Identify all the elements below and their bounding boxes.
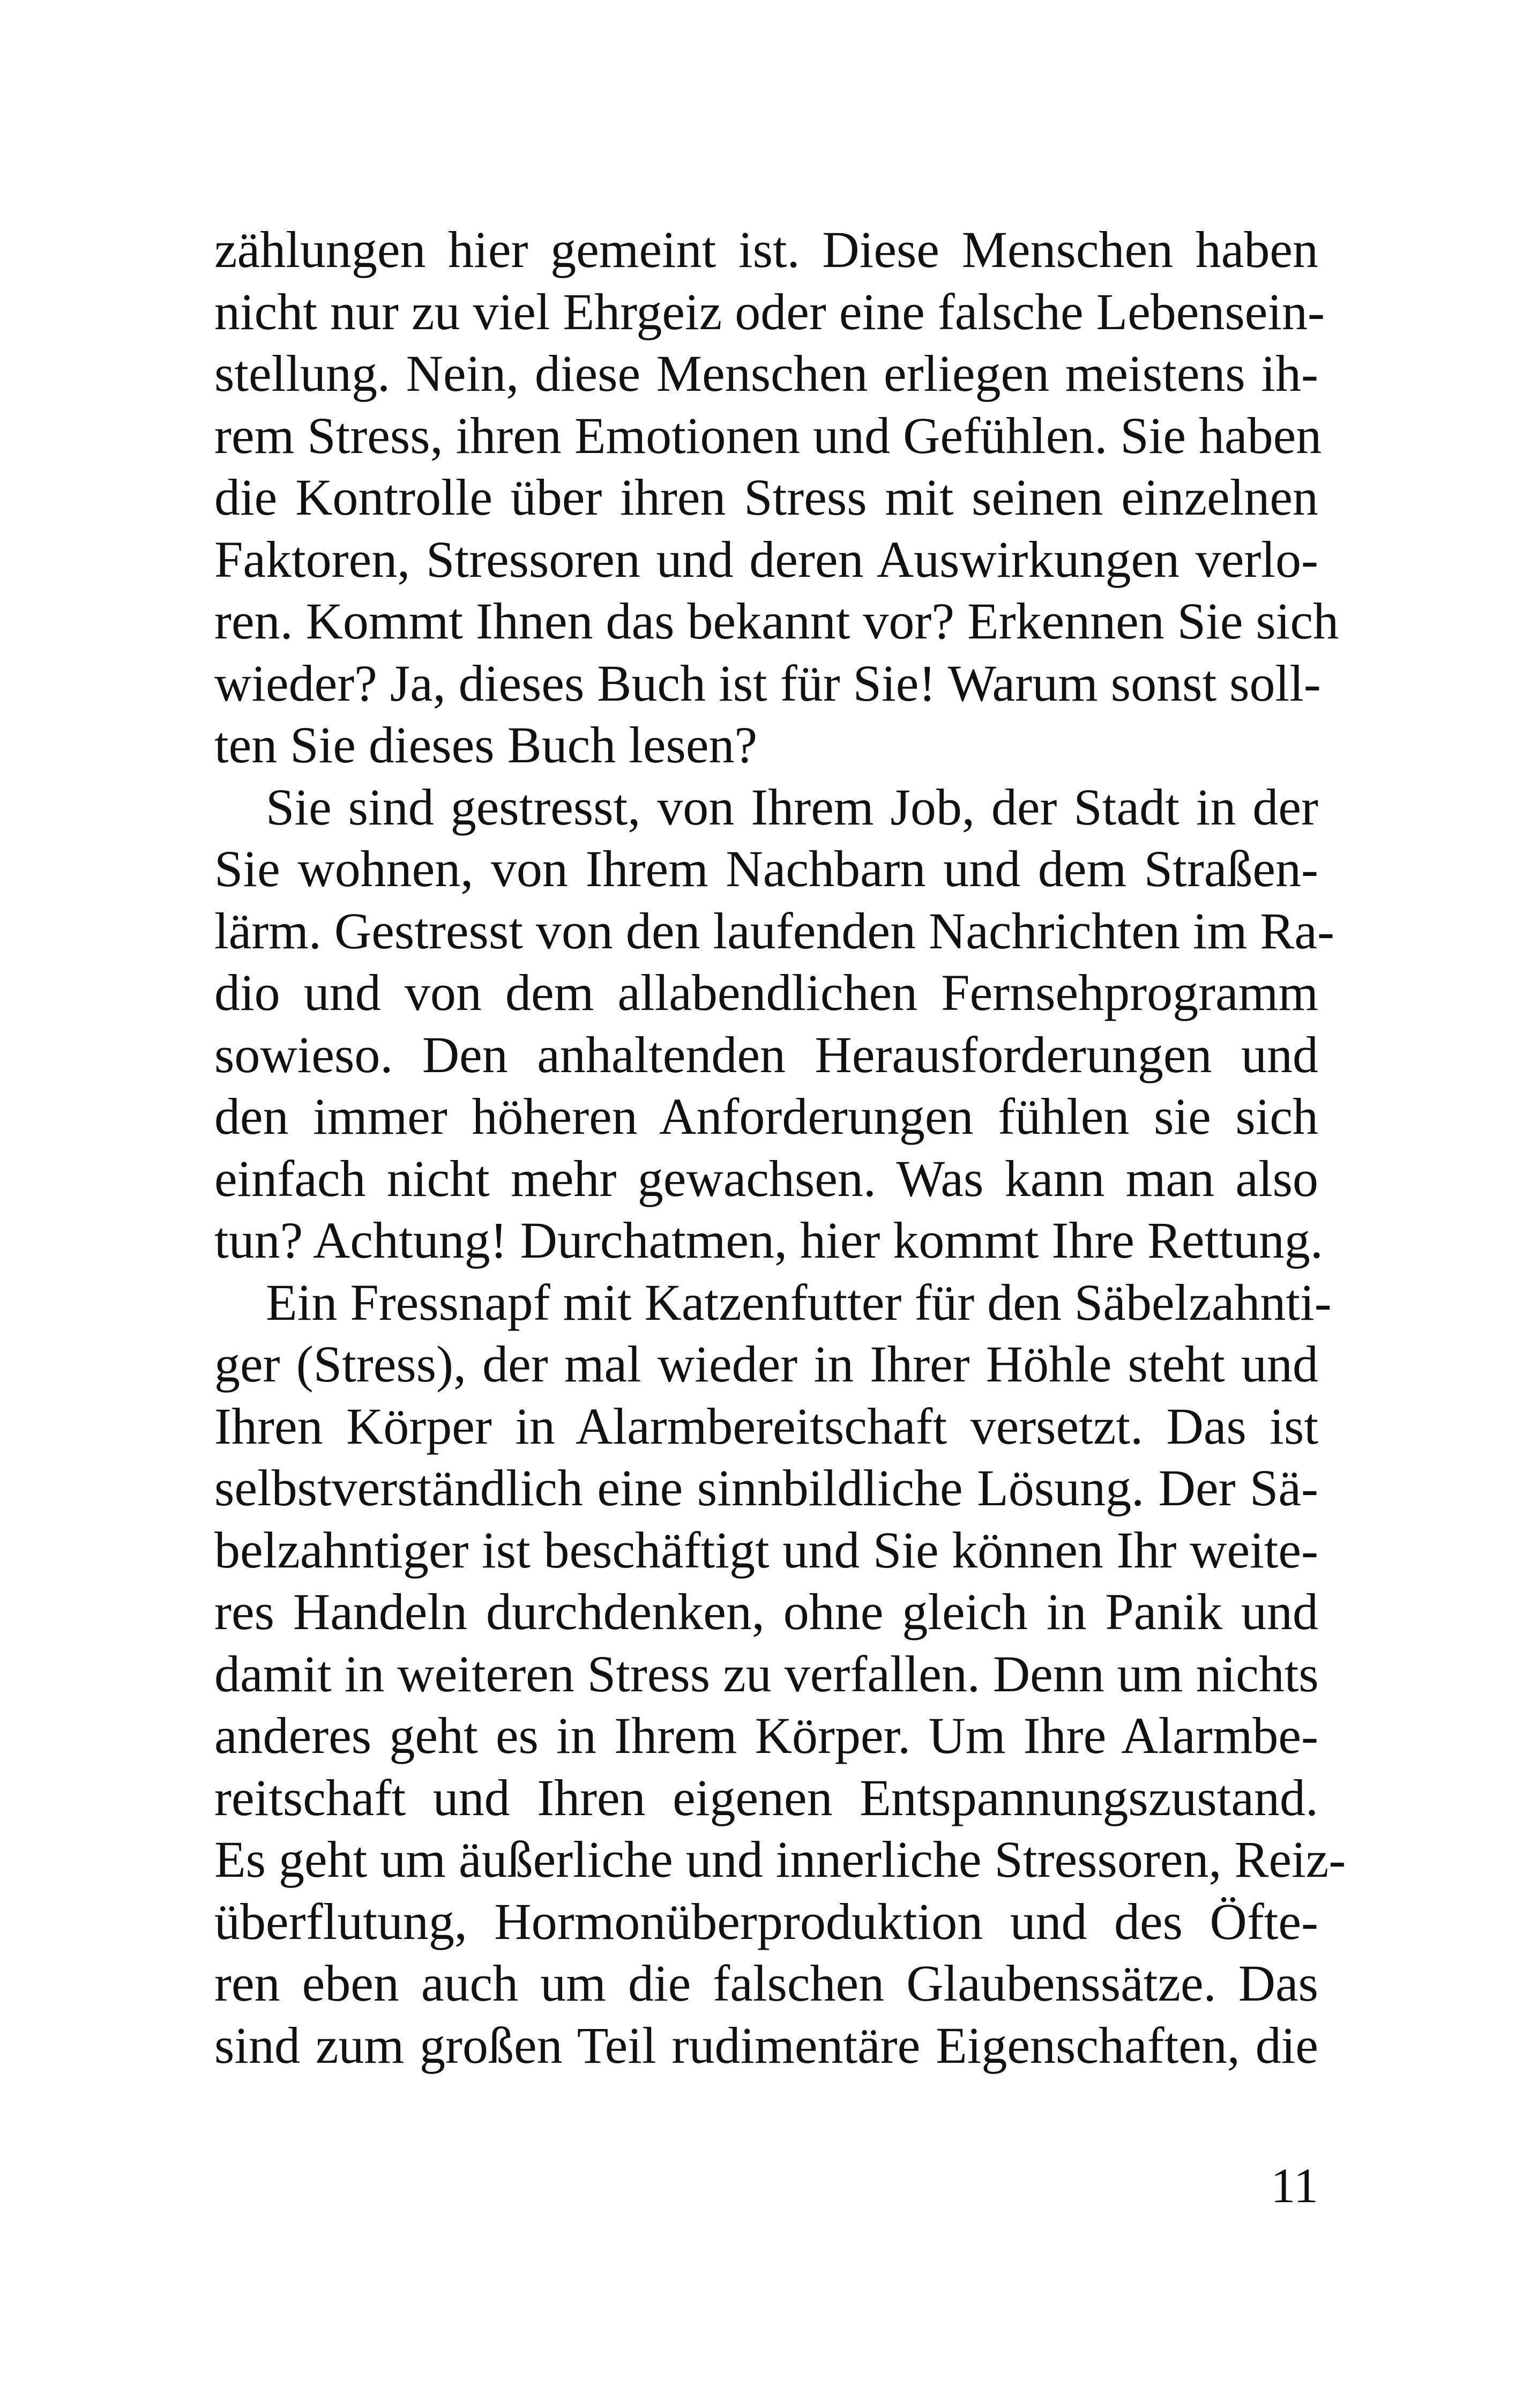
text-line: Es geht um äußerliche und innerliche Stressoren, Reiz-: [214, 1831, 1346, 1888]
text-line: Ihren Körper in Alarmbereitschaft versetzt. Das ist: [214, 1397, 1318, 1455]
text-line: einfach nicht mehr gewachsen. Was kann man also: [214, 1149, 1318, 1207]
text-line: sowieso. Den anhaltenden Herausforderungen und: [214, 1025, 1318, 1083]
paragraph: [214, 1272, 1346, 2077]
text-line: Sie wohnen, von Ihrem Nachbarn und dem Straßen-: [214, 840, 1318, 897]
text-line: ren. Kommt Ihnen das bekannt vor? Erkennen Sie sich: [214, 592, 1339, 650]
paragraph: [214, 776, 1334, 1272]
text-line: sind zum großen Teil rudimentäre Eigenschaften, die: [214, 2016, 1318, 2074]
text-line: reitschaft und Ihren eigenen Entspannungszustand.: [214, 1768, 1318, 1826]
text-line: überflutung, Hormonüberproduktion und des Öfte-: [214, 1892, 1318, 1950]
text-line: selbstverständlich eine sinnbildliche Lösung. Der Sä-: [214, 1459, 1318, 1517]
text-line: ren eben auch um die falschen Glaubenssätze. Das: [214, 1954, 1318, 2012]
text-line: wieder? Ja, dieses Buch ist für Sie! Warum sonst soll-: [214, 654, 1321, 712]
text-line: res Handeln durchdenken, ohne gleich in Panik und: [214, 1583, 1318, 1640]
text-line: zählungen hier gemeint ist. Diese Menschen haben: [214, 221, 1318, 278]
text-line: die Kontrolle über ihren Stress mit seinen einzelnen: [214, 469, 1318, 526]
text-line: belzahntiger ist beschäftigt und Sie können Ihr weite-: [214, 1521, 1318, 1579]
text-line: rem Stress, ihren Emotionen und Gefühlen. Sie haben: [214, 406, 1322, 464]
text-line: tun? Achtung! Durchatmen, hier kommt Ihre Rettung.: [214, 1212, 1323, 1269]
text-line: Sie sind gestresst, von Ihrem Job, der Stadt in der: [266, 778, 1318, 836]
text-line: dio und von dem allabendlichen Fernsehprogramm: [214, 964, 1318, 1021]
page-number: 11: [1271, 2158, 1318, 2213]
text-line: ten Sie dieses Buch lesen?: [214, 716, 758, 774]
text-line: ger (Stress), der mal wieder in Ihrer Höhle steht und: [214, 1335, 1318, 1393]
text-line: damit in weiteren Stress zu verfallen. Denn um nichts: [214, 1645, 1319, 1703]
text-line: anderes geht es in Ihrem Körper. Um Ihre Alarmbe-: [214, 1707, 1318, 1764]
text-line: Ein Fressnapf mit Katzenfutter für den Säbelzahnti-: [266, 1273, 1332, 1331]
text-line: nicht nur zu viel Ehrgeiz oder eine falsche Lebensein-: [214, 283, 1325, 340]
text-line: den immer höheren Anforderungen fühlen sie sich: [214, 1088, 1318, 1145]
text-line: stellung. Nein, diese Menschen erliegen meistens ih-: [214, 345, 1318, 402]
paragraph: [214, 219, 1339, 776]
text-line: lärm. Gestresst von den laufenden Nachrichten im Ra-: [214, 902, 1334, 960]
body-text: [214, 219, 1346, 2076]
text-line: Faktoren, Stressoren und deren Auswirkungen verlo-: [214, 530, 1318, 588]
